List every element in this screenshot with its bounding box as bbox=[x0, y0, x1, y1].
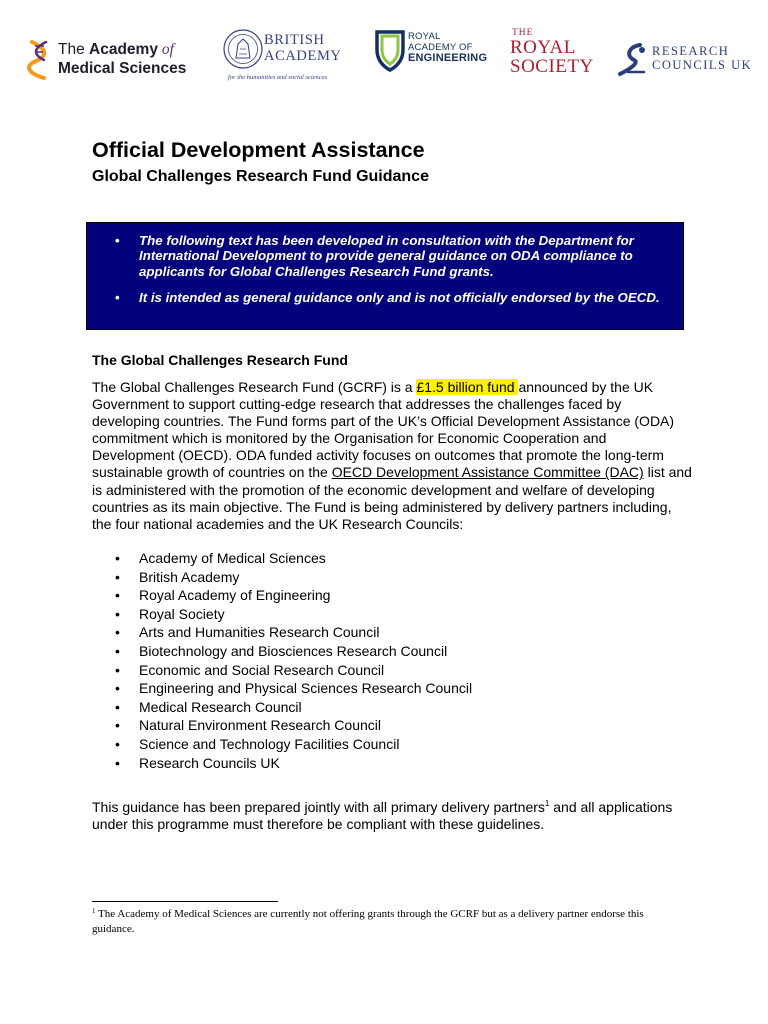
list-item-label: Arts and Humanities Research Council bbox=[139, 624, 380, 641]
footnote-text: The Academy of Medical Sciences are currently not offering grants through the GCRF but as a delivery partner endorse this guidance. bbox=[92, 908, 644, 935]
rcuk-logo bbox=[618, 42, 753, 80]
highlighted-fund-amount: £1.5 billion fund bbox=[416, 379, 519, 395]
list-item-label: Medical Research Council bbox=[139, 698, 302, 715]
dna-helix-icon bbox=[26, 40, 54, 80]
rae-line1: ROYAL bbox=[408, 31, 441, 42]
list-item-label: Academy of Medical Sciences bbox=[139, 550, 326, 566]
bullet-icon: • bbox=[115, 642, 120, 659]
raeng-logo bbox=[374, 28, 496, 78]
list-item bbox=[92, 754, 472, 773]
list-item bbox=[92, 735, 472, 754]
bullet-icon: • bbox=[115, 754, 120, 771]
list-item bbox=[92, 605, 472, 624]
notice-item-text: The following text has been developed in consultation with the Department for International Development to provide general guidance on ODA compliance to applicants for Global Challenges Research Fund grants. bbox=[139, 233, 634, 279]
british-academy-logo bbox=[222, 28, 356, 86]
guidance-notice-box bbox=[86, 222, 684, 330]
ba-tagline: for the humanities and social sciences bbox=[228, 74, 328, 81]
list-item bbox=[92, 716, 472, 735]
bullet-icon: • bbox=[115, 661, 120, 678]
bullet-icon: • bbox=[115, 290, 120, 305]
footnote-marker: 1 bbox=[92, 907, 96, 915]
ams-logo bbox=[26, 40, 216, 82]
intro-text-2: announced by the UK Government to support cutting-edge research that addresses the challenges faced by developing countries. The Fund forms part of the UK’s Official Development Assistance (ODA) commitment which is monitored by the Organisation for Economic Cooperation and Development (OECD). ODA funded activity focuses on outcomes that promote the long-term sustainable growth of countries on the bbox=[92, 379, 675, 481]
raeng-shield-icon bbox=[374, 28, 406, 72]
rs-line1: THE bbox=[512, 28, 534, 38]
bullet-icon: • bbox=[115, 233, 120, 248]
closing-paragraph bbox=[92, 799, 692, 833]
intro-text-1: The Global Challenges Research Fund (GCRF) is a bbox=[92, 379, 417, 395]
list-item bbox=[92, 679, 472, 698]
ba-name-line2: ACADEMY bbox=[264, 48, 342, 64]
list-item-label: Royal Society bbox=[139, 605, 225, 622]
rcuk-swoosh-icon bbox=[618, 42, 650, 76]
list-item-label: British Academy bbox=[139, 568, 240, 585]
list-item-label: Economic and Social Research Council bbox=[139, 661, 385, 678]
bullet-icon: • bbox=[115, 680, 120, 697]
footnote-reference[interactable]: 1 bbox=[544, 799, 550, 808]
list-item-label: Science and Technology Facilities Council bbox=[139, 735, 400, 752]
bullet-icon: • bbox=[115, 735, 120, 752]
list-item bbox=[92, 698, 472, 717]
list-item-label: Engineering and Physical Sciences Research Council bbox=[139, 680, 473, 697]
intro-paragraph bbox=[92, 379, 692, 533]
list-item-label: Natural Environment Research Council bbox=[139, 717, 381, 734]
bullet-icon: • bbox=[115, 698, 120, 715]
rae-line2: ACADEMY OF bbox=[408, 41, 473, 53]
bullet-icon: • bbox=[115, 568, 120, 585]
ba-name-line1: BRITISH bbox=[264, 32, 325, 48]
document-subtitle: Global Challenges Research Fund Guidance bbox=[92, 168, 429, 185]
list-item bbox=[92, 568, 472, 587]
document-title: Official Development Assistance bbox=[92, 138, 425, 162]
list-item-label: Research Councils UK bbox=[139, 754, 280, 771]
delivery-partners-list bbox=[92, 549, 472, 772]
bullet-icon: • bbox=[115, 550, 120, 566]
bullet-icon: • bbox=[115, 605, 120, 622]
notice-item bbox=[87, 290, 683, 305]
partner-logos-header bbox=[0, 22, 768, 102]
ams-logo-line2: Medical Sciences bbox=[58, 60, 187, 77]
bullet-icon: • bbox=[115, 587, 120, 604]
list-item bbox=[92, 661, 472, 680]
notice-item bbox=[87, 233, 683, 279]
bullet-icon: • bbox=[115, 624, 120, 641]
section-heading: The Global Challenges Research Fund bbox=[92, 352, 348, 368]
list-item bbox=[92, 642, 472, 661]
closing-text-2: and all applications under this programme must therefore be compliant with these guidelines. bbox=[92, 799, 673, 833]
list-item-label: Biotechnology and Biosciences Research Council bbox=[139, 642, 448, 659]
british-academy-seal-icon bbox=[222, 28, 264, 70]
list-item-label: Royal Academy of Engineering bbox=[139, 587, 331, 604]
ams-logo-line1: The Academy of bbox=[58, 41, 174, 58]
rs-line3: SOCIETY bbox=[510, 56, 594, 77]
oecd-dac-list-link[interactable]: OECD Development Assistance Committee (DAC) bbox=[331, 464, 644, 481]
rcuk-line1: RESEARCH bbox=[652, 44, 730, 58]
list-item bbox=[92, 586, 472, 605]
footnote-divider bbox=[92, 901, 278, 902]
closing-text-1: This guidance has been prepared jointly with all primary delivery partners bbox=[92, 799, 545, 815]
intro-text-3: list and is administered with the promotion of the economic development and welfare of developing countries as its main objective. The Fund is being administered by delivery partners including, the four national academies and the UK Research Councils: bbox=[92, 464, 692, 532]
rcuk-line2: COUNCILS UK bbox=[652, 58, 753, 72]
bullet-icon: • bbox=[115, 717, 120, 734]
footnote bbox=[92, 907, 652, 936]
royal-society-logo bbox=[508, 28, 600, 80]
list-item bbox=[92, 549, 472, 568]
notice-item-text: It is intended as general guidance only and is not officially endorsed by the OECD. bbox=[139, 290, 660, 305]
list-item bbox=[92, 623, 472, 642]
rae-line3: ENGINEERING bbox=[408, 52, 488, 64]
rs-line2: ROYAL bbox=[510, 37, 576, 58]
